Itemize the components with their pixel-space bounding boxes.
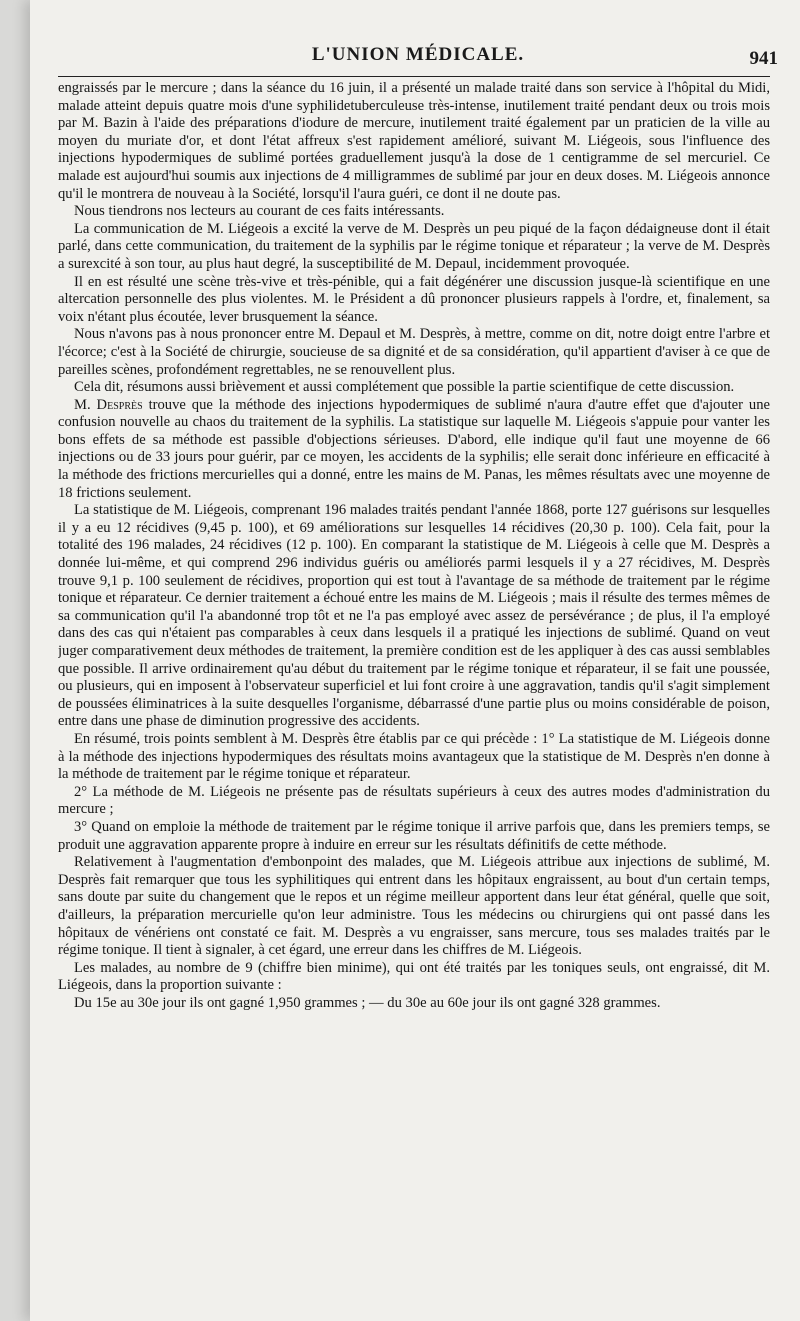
- running-title: L'UNION MÉDICALE.: [311, 44, 525, 65]
- paragraph: Nous n'avons pas à nous prononcer entre M. Depaul et M. Desprès, à mettre, comme on dit, notre doigt entre l'arbre et l'écorce; c'est à la Société de chirurgie, soucieuse de sa dignité et de sa considération, qu'il appartient d'aviser à ce que de pareilles scènes, profondément regrettables, ne se renouvellent plus.: [58, 326, 770, 378]
- paragraph: En résumé, trois points semblent à M. Desprès être établis par ce qui précède : 1° La statistique de M. Liégeois donne à la méthode des injections hypodermiques des résultats moins avantageux que la statistique de M. Desprès n'en donne à la méthode de traitement par le régime tonique et réparateur.: [58, 730, 770, 783]
- paragraph: Il en est résulté une scène très-vive et très-pénible, qui a fait dégénérer une discussion jusque-là scientifique en une altercation personnelle des plus violentes. M. le Président a dû prononcer plusieurs rappels à l'ordre, et, finalement, sa voix n'étant plus écoutée, lever brusquement la séance.: [58, 273, 770, 325]
- paragraph: engraissés par le mercure ; dans la séance du 16 juin, il a présenté un malade traité dans son service à l'hôpital du Midi, malade atteint depuis quatre mois d'une syphilidetuberculeuse très-intense, inutilement traité pendant deux ou trois mois par M. Bazin à l'aide des préparations d'iodure de mercure, inutilement traité également par un praticien de la ville au moyen du muriate d'or, et dont l'état affreux s'est rapidement amélioré, suivant M. Liégeois, sous l'influence des injections hypodermiques de sublimé portées graduellement jusqu'à la dose de 1 centigramme de sel mercuriel. Ce malade est aujourd'hui soumis aux injections de 4 milligrammes de sublimé par jour en deux doses. M. Liégeois annonce qu'il le montrera de nouveau à la Société, lorsqu'il l'aura guéri, ce dont il ne doute pas.: [58, 80, 770, 202]
- document-page: [30, 0, 800, 1321]
- paragraph: [58, 397, 770, 503]
- paragraph-text: trouve que la méthode des injections hypodermiques de sublimé n'aura d'autre effet que d'ajouter une confusion nouvelle au chaos du traitement de la syphilis. La statistique sur laquelle M. Liégeois s'appuie pour vanter les bons effets de sa méthode est passible d'objections sérieuses. D'abord, elle indique qu'il faut une moyenne de 66 injections ou de 33 jours pour guérir, par ce moyen, les accidents de la syphilis; elle serait donc inférieure en efficacité à la méthode des frictions mercurielles qui a donné, entre les mains de M. Panas, les mêmes résultats avec une moyenne de 18 frictions seulement.: [58, 396, 770, 501]
- paragraph: La statistique de M. Liégeois, comprenant 196 malades traités pendant l'année 1868, porte 127 guérisons sur lesquelles il y a eu 12 récidives (9,45 p. 100), et 69 améliorations sur lesquelles 14 récidives (20,30 p. 100). Cela fait, pour la totalité des 196 malades, 24 récidives (12 p. 100). En comparant la statistique de M. Liégeois à celle que M. Desprès a donnée lui-même, et qui comprend 296 individus guéris ou améliorés parmi lesquels il y a 27 récidives, M. Desprès trouve 9,1 p. 100 seulement de récidives, proportion qui est tout à l'avantage de sa méthode de traitement par le régime tonique et réparateur. Ce dernier traitement a échoué entre les mains de M. Liégeois ; mais il résulte des termes mêmes de sa communication qu'il l'a abandonné trop tôt et ne l'a pas employé avec assez de persévérance ; de plus, il l'a employé dans des cas qui n'étaient pas comparables à ceux dans lesquels il a pratiqué les injections de sublimé. Quand on veut juger comparativement deux méthodes de traitement, la première condition est de les appliquer à des cas aussi semblables que possible. Il arrive ordinairement qu'au début du traitement par le régime tonique et réparateur, il se fait une poussée, ou plusieurs, qui en imposent à l'observateur superficiel et lui font croire à une aggravation, tandis qu'il s'agit simplement de poussées éliminatrices à la suite desquelles l'organisme, débarrassé d'une partie plus ou moins considérable de poison, entre dans une phase de diminution progressive des accidents.: [58, 502, 770, 730]
- paragraph: La communication de M. Liégeois a excité la verve de M. Desprès un peu piqué de la façon dédaigneuse dont il était parlé, dans cette communication, du traitement de la syphilis par le régime tonique et réparateur ; la verve de M. Desprès a surexcité à son tour, au plus haut degré, la susceptibilité de M. Depaul, incidemment provoquée.: [58, 220, 770, 272]
- article-body: [58, 80, 770, 1281]
- paragraph: 2° La méthode de M. Liégeois ne présente pas de résultats supérieurs à ceux des autres modes d'administration du mercure ;: [58, 783, 770, 818]
- paragraph: Relativement à l'augmentation d'embonpoint des malades, que M. Liégeois attribue aux injections de sublimé, M. Desprès fait remarquer que tous les syphilitiques qui entrent dans les hôpitaux engraissent, au bout d'un certain temps, sans doute par suite du changement que le repos et un régime meilleur apportent dans leur état général, quelle que soit, d'ailleurs, la préparation mercurielle qu'on leur administre. Tous les médecins ou chirurgiens qui ont passé dans les hôpitaux de vénériens ont constaté ce fait. M. Desprès a vu engraisser, sans mercure, tous ses malades traités par le régime tonique. Il tient à signaler, à cet égard, une erreur dans les chiffres de M. Liégeois.: [58, 854, 770, 959]
- speaker-name: M. Desprès: [74, 396, 143, 413]
- paragraph: Les malades, au nombre de 9 (chiffre bien minime), qui ont été traités par les toniques seuls, ont engraissé, dit M. Liégeois, dans la proportion suivante :: [58, 959, 770, 994]
- paragraph: Du 15e au 30e jour ils ont gagné 1,950 grammes ; — du 30e au 60e jour ils ont gagné 328 grammes.: [74, 994, 661, 1011]
- paragraph: Nous tiendrons nos lecteurs au courant de ces faits intéressants.: [74, 203, 445, 220]
- page-header: [58, 40, 778, 74]
- paragraph: Cela dit, résumons aussi brièvement et aussi complétement que possible la partie scientifique de cette discussion.: [74, 379, 735, 396]
- header-rule: [58, 76, 770, 77]
- page-number: 941: [749, 48, 778, 69]
- paragraph: 3° Quand on emploie la méthode de traitement par le régime tonique il arrive parfois que, dans les premiers temps, se produit une aggravation apparente propre à induire en erreur sur les résultats définitifs de cette méthode.: [58, 818, 770, 853]
